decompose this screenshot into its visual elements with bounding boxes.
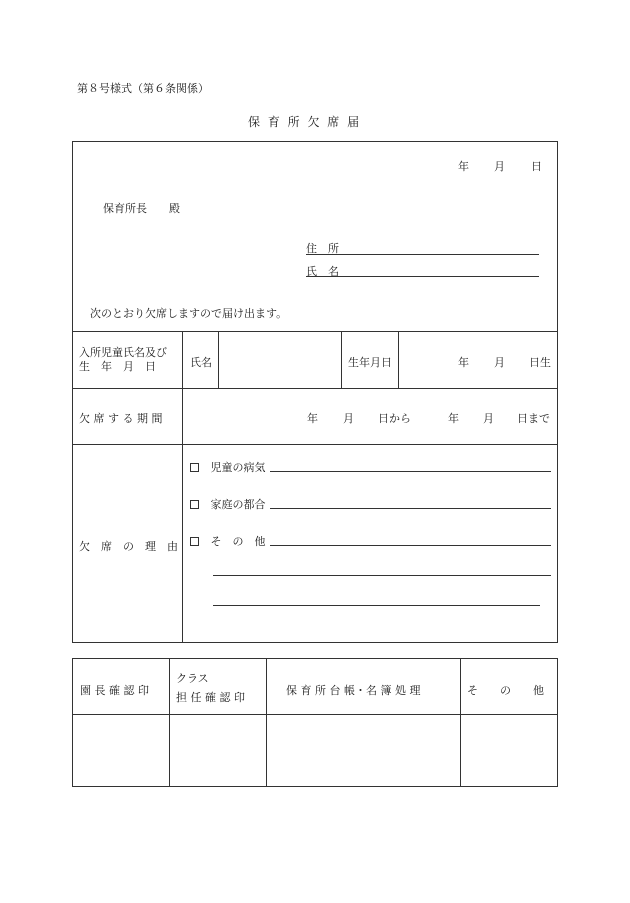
child-name-divider (218, 331, 219, 388)
statement: 次のとおり欠席しますので届け出ます。 (90, 307, 288, 320)
address-label: 住 所 (306, 242, 339, 255)
checkbox-illness[interactable] (190, 463, 199, 472)
period-end-day: 日まで (517, 412, 550, 425)
child-birth-label: 生年月日 (348, 356, 392, 369)
period-start-day: 日から (378, 412, 411, 425)
child-row-header-line1: 入所児童氏名及び (79, 346, 167, 359)
main-form-box (72, 141, 558, 643)
applicant-name-label: 氏 名 (306, 265, 339, 278)
child-row-header-line2: 生 年 月 日 (79, 360, 156, 373)
divider-period-top (72, 388, 558, 389)
child-birth-right-divider (398, 331, 399, 388)
approval-table (72, 658, 558, 787)
family-underline (270, 508, 551, 509)
addressee: 保育所長 殿 (103, 202, 180, 215)
reason-option-family[interactable] (190, 496, 266, 512)
date-day-label: 日 (531, 160, 542, 173)
child-name-label: 氏名 (190, 356, 212, 369)
date-year-label: 年 (458, 160, 469, 173)
reason-option-illness[interactable] (190, 459, 266, 475)
reason-option-other[interactable] (190, 533, 266, 549)
child-row-header (79, 346, 167, 374)
reason-option-family-label: 家庭の都合 (210, 498, 266, 511)
approval-col-divider-1 (169, 658, 170, 787)
birth-month-label: 月 (494, 356, 505, 369)
form-number: 第８号様式（第６条関係） (77, 82, 209, 95)
divider-reason-top (72, 444, 558, 445)
reason-label: 欠 席 の 理 由 (79, 540, 178, 553)
reason-option-illness-label: 児童の病気 (210, 461, 266, 474)
checkbox-family[interactable] (190, 500, 199, 509)
approval-col-class-line2: 担 任 確 認 印 (176, 691, 245, 704)
divider-child-top (72, 331, 558, 332)
child-birth-left-divider (341, 331, 342, 388)
period-start-month: 月 (343, 412, 354, 425)
period-start-year: 年 (307, 412, 318, 425)
approval-col-ledger: 保 育 所 台 帳・名 簿 処 理 (286, 684, 421, 697)
date-month-label: 月 (494, 160, 505, 173)
period-end-month: 月 (483, 412, 494, 425)
other-underline (270, 545, 551, 546)
page-title: 保 育 所 欠 席 届 (248, 115, 362, 129)
applicant-name-underline (306, 276, 539, 277)
reason-option-other-label: そ の 他 (210, 535, 266, 548)
approval-col-class-line1: クラス (176, 672, 209, 685)
address-underline (306, 254, 539, 255)
period-label: 欠 席 す る 期 間 (79, 412, 163, 425)
period-end-year: 年 (448, 412, 459, 425)
birth-day-label: 日生 (529, 356, 551, 369)
approval-col-director: 園 長 確 認 印 (80, 684, 149, 697)
checkbox-other[interactable] (190, 537, 199, 546)
approval-col-other: そ の 他 (467, 684, 544, 697)
other-extra-line-1 (213, 575, 551, 576)
illness-underline (270, 471, 551, 472)
label-column-divider (182, 331, 183, 643)
approval-header-divider (72, 714, 558, 715)
approval-col-divider-2 (266, 658, 267, 787)
other-extra-line-2 (213, 605, 540, 606)
birth-year-label: 年 (458, 356, 469, 369)
approval-col-divider-3 (460, 658, 461, 787)
